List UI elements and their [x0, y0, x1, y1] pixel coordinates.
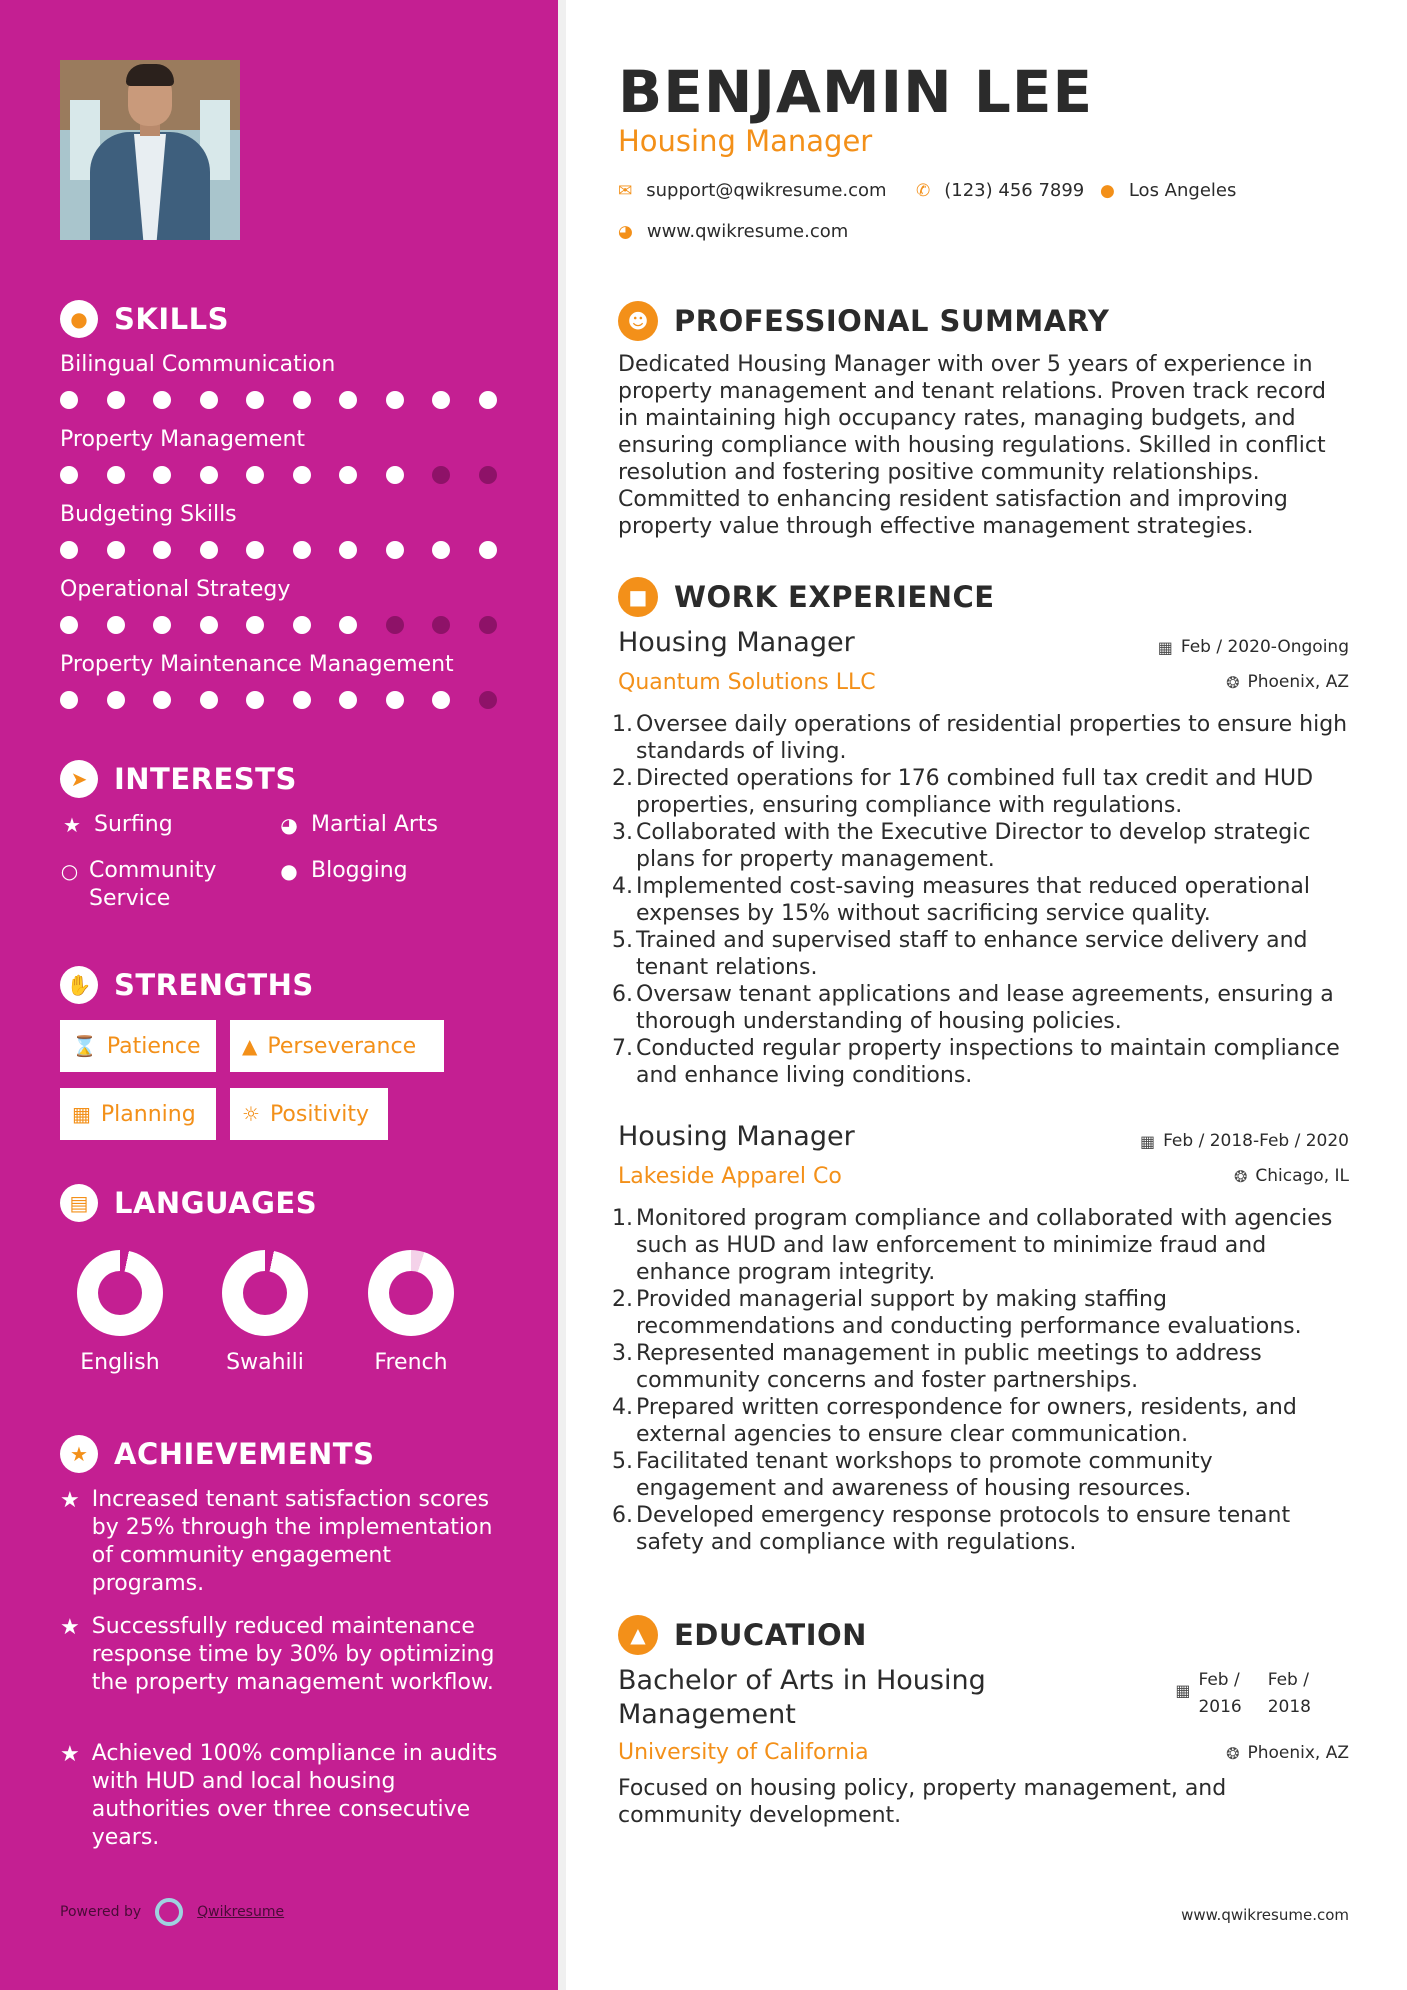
rating-dot-filled — [60, 691, 78, 709]
rating-dot-filled — [293, 466, 311, 484]
contact-phone[interactable] — [916, 180, 1084, 201]
skills-heading — [60, 300, 229, 338]
education-location — [1226, 1743, 1349, 1763]
responsibility-item: 3. Represented management in public meetings to address community concerns and foster partnerships. — [612, 1341, 1262, 1393]
interest-item — [277, 811, 438, 839]
location-text: Los Angeles — [1128, 180, 1237, 201]
job-title: Housing Manager — [618, 627, 855, 658]
rating-dot-filled — [432, 541, 450, 559]
degree-name — [618, 1664, 986, 1732]
skill-rating — [60, 541, 525, 559]
education-heading — [618, 1615, 867, 1655]
trophy-star-icon: ★ — [60, 1435, 98, 1473]
strength-badge — [60, 1088, 216, 1140]
rating-dot-filled — [293, 541, 311, 559]
rating-dot-filled — [386, 391, 404, 409]
job-location — [1226, 672, 1349, 692]
road-icon: ▲ — [242, 1034, 258, 1058]
graduation-cap-icon: ▲ — [618, 1615, 658, 1655]
responsibility-item: 3. Collaborated with the Executive Director to develop strategic plans for property management. — [612, 820, 1311, 872]
rating-dot-filled — [432, 391, 450, 409]
phone-icon: ✆ — [916, 180, 931, 201]
user-icon: ☻ — [618, 301, 658, 341]
rating-dot-filled — [339, 541, 357, 559]
interest-item — [277, 857, 408, 885]
skill-rating — [60, 466, 525, 484]
skill-name: Operational Strategy — [60, 577, 291, 602]
job-dates — [1158, 637, 1349, 657]
paper-plane-icon: ➤ — [60, 760, 98, 798]
strength-label: Planning — [100, 1101, 196, 1127]
strength-badge — [230, 1088, 388, 1140]
responsibility-item: 1. Monitored program compliance and collaborated with agencies such as HUD and law enforcement to minimize fraud and enhance program integrity. — [612, 1206, 1333, 1285]
phone-text: (123) 456 7899 — [944, 180, 1085, 201]
strengths-heading — [60, 966, 314, 1004]
rating-dot-filled — [246, 466, 264, 484]
achievement-item — [60, 1740, 500, 1852]
responsibility-item: 5. Trained and supervised staff to enhance service delivery and tenant relations. — [612, 928, 1308, 980]
education-description: Focused on housing policy, property management, and community development. — [618, 1776, 1227, 1828]
pin-icon: ❂ — [1233, 1166, 1248, 1186]
powered-by-label: Powered by — [60, 1904, 142, 1920]
pin-icon: ❂ — [1226, 1743, 1240, 1763]
responsibility-item: 2. Directed operations for 176 combined full tax credit and HUD properties, ensuring compliance with regulations. — [612, 766, 1314, 818]
rating-dot-filled — [153, 466, 171, 484]
school-name: University of California — [618, 1740, 869, 1765]
candidate-title: Housing Manager — [618, 124, 873, 158]
company-name: Lakeside Apparel Co — [618, 1164, 842, 1189]
rating-dot-empty — [432, 616, 450, 634]
rating-dot-filled — [479, 391, 497, 409]
skill-name: Property Maintenance Management — [60, 652, 454, 677]
language-label: French — [374, 1350, 448, 1375]
languages-title: LANGUAGES — [114, 1186, 318, 1220]
responsibility-item: 6. Developed emergency response protocols to ensure tenant safety and compliance with regulations. — [612, 1503, 1291, 1555]
experience-heading — [618, 577, 995, 617]
footer-website[interactable]: www.qwikresume.com — [1181, 1906, 1349, 1924]
responsibility-item: 4. Prepared written correspondence for owners, residents, and external agencies to ensure clear communication. — [612, 1395, 1297, 1447]
rating-dot-empty — [432, 466, 450, 484]
envelope-icon: ✉ — [618, 180, 633, 201]
contact-location — [1100, 180, 1236, 201]
skill-name: Bilingual Communication — [60, 352, 336, 377]
education-dates — [1175, 1667, 1311, 1721]
language-item — [65, 1250, 175, 1375]
experience-title: WORK EXPERIENCE — [674, 580, 995, 614]
rating-dot-filled — [107, 541, 125, 559]
rating-dot-empty — [479, 616, 497, 634]
job-dates-text: Feb / 2020-Ongoing — [1180, 637, 1349, 657]
achievement-text: Successfully reduced maintenance response time by 30% by optimizing the property management workflow. — [91, 1614, 495, 1695]
rating-dot-filled — [339, 466, 357, 484]
rating-dot-filled — [293, 616, 311, 634]
strength-label: Patience — [106, 1033, 201, 1059]
profile-photo — [60, 60, 240, 240]
rating-dot-filled — [60, 466, 78, 484]
education-title: EDUCATION — [674, 1618, 867, 1652]
fist-icon: ✋ — [60, 966, 98, 1004]
summary-title: PROFESSIONAL SUMMARY — [674, 304, 1110, 338]
sidebar — [0, 0, 558, 1990]
rating-dot-filled — [107, 691, 125, 709]
rating-dot-filled — [153, 691, 171, 709]
interests-title: INTERESTS — [114, 762, 297, 796]
education-location-text: Phoenix, AZ — [1247, 1743, 1349, 1763]
achievement-item — [60, 1613, 500, 1697]
achievements-heading — [60, 1435, 374, 1473]
powered-by — [60, 1898, 284, 1926]
rating-dot-filled — [339, 391, 357, 409]
calendar-icon: ▦ — [72, 1102, 91, 1126]
summary-text: Dedicated Housing Manager with over 5 years of experience in property management and tenant relations. Proven track record in maintaining high occupancy rates, managing budgets, and ensuring compliance with housing regulations. Skilled in conflict resolution and fostering positive community relationships. Committed to enhancing resident satisfaction and improving property value through effective management strategies. — [618, 352, 1326, 539]
rating-dot-empty — [479, 466, 497, 484]
language-ring — [368, 1250, 454, 1336]
rating-dot-filled — [60, 541, 78, 559]
strengths-title: STRENGTHS — [114, 968, 314, 1002]
rating-dot-filled — [200, 391, 218, 409]
interest-label: Blogging — [311, 858, 408, 883]
education-start-date: Feb / 2016 — [1198, 1670, 1242, 1717]
rating-dot-filled — [246, 691, 264, 709]
interest-item — [60, 811, 173, 839]
star-hand-icon: ★ — [60, 1488, 80, 1513]
skill-name: Property Management — [60, 427, 306, 452]
interest-label: Martial Arts — [311, 812, 439, 837]
star-hand-icon: ★ — [60, 1742, 80, 1767]
rating-dot-filled — [246, 541, 264, 559]
rating-dot-filled — [432, 691, 450, 709]
rating-dot-filled — [246, 391, 264, 409]
globe-icon: ◕ — [280, 813, 298, 837]
hourglass-icon: ⌛ — [72, 1034, 97, 1058]
job-title: Housing Manager — [618, 1121, 855, 1152]
responsibility-item: 7. Conducted regular property inspections to maintain compliance and enhance living conditions. — [612, 1036, 1340, 1088]
star-hand-icon: ★ — [60, 1615, 80, 1640]
rating-dot-filled — [386, 541, 404, 559]
rating-dot-filled — [107, 391, 125, 409]
rating-dot-filled — [246, 616, 264, 634]
education-end-date: Feb / 2018 — [1267, 1670, 1311, 1717]
contact-email[interactable] — [618, 180, 887, 201]
achievement-text: Increased tenant satisfaction scores by 25% through the implementation of community engagement programs. — [91, 1487, 493, 1596]
globe-icon: ◕ — [618, 221, 633, 242]
responsibility-item: 6. Oversaw tenant applications and lease agreements, ensuring a thorough understanding of housing policies. — [612, 982, 1334, 1034]
pin-icon: ❂ — [1226, 672, 1240, 692]
qwikresume-link[interactable]: Qwikresume — [197, 1904, 285, 1920]
responsibility-item: 4. Implemented cost-saving measures that reduced operational expenses by 15% without sacrificing service quality. — [612, 874, 1311, 926]
responsibility-item: 1. Oversee daily operations of residential properties to ensure high standards of living. — [612, 712, 1348, 764]
degree-line: Bachelor of Arts in Housing — [618, 1665, 986, 1696]
star-icon: ★ — [63, 813, 81, 837]
skills-title: SKILLS — [114, 302, 229, 336]
rating-dot-empty — [386, 616, 404, 634]
rating-dot-filled — [479, 541, 497, 559]
job-responsibilities — [612, 711, 1357, 1089]
rating-dot-filled — [200, 691, 218, 709]
language-label: Swahili — [226, 1350, 304, 1375]
rating-dot-filled — [107, 466, 125, 484]
achievement-text: Achieved 100% compliance in audits with HUD and local housing authorities over three consecutive years. — [91, 1741, 498, 1850]
rating-dot-filled — [339, 691, 357, 709]
responsibility-item: 2. Provided managerial support by making staffing recommendations and conducting performance evaluations. — [612, 1287, 1302, 1339]
company-name: Quantum Solutions LLC — [618, 670, 876, 695]
interests-heading — [60, 760, 297, 798]
languages-heading — [60, 1184, 317, 1222]
skill-rating — [60, 616, 525, 634]
rating-dot-filled — [200, 616, 218, 634]
skill-name: Budgeting Skills — [60, 502, 237, 527]
strength-badge — [60, 1020, 216, 1072]
rating-dot-filled — [153, 616, 171, 634]
website-text: www.qwikresume.com — [646, 221, 849, 242]
language-ring — [222, 1250, 308, 1336]
skill-rating — [60, 391, 525, 409]
language-icon: ▤ — [60, 1184, 98, 1222]
achievements-title: ACHIEVEMENTS — [114, 1437, 375, 1471]
rating-dot-filled — [293, 391, 311, 409]
strength-label: Perseverance — [267, 1033, 417, 1059]
calendar-icon: ▦ — [1139, 1131, 1156, 1151]
rating-dot-filled — [60, 391, 78, 409]
rating-dot-filled — [200, 541, 218, 559]
rating-dot-filled — [60, 616, 78, 634]
calendar-icon: ▦ — [1157, 637, 1173, 657]
briefcase-chair-icon: ■ — [618, 577, 658, 617]
email-text: support@qwikresume.com — [646, 180, 887, 201]
rating-dot-filled — [107, 616, 125, 634]
hand-icon: ○ — [60, 859, 79, 883]
job-location-text: Chicago, IL — [1255, 1166, 1349, 1186]
job-location — [1234, 1166, 1349, 1186]
sidebar-divider — [558, 0, 566, 1990]
contact-website[interactable] — [618, 221, 848, 242]
achievement-item — [60, 1486, 500, 1598]
rating-dot-filled — [386, 691, 404, 709]
rating-dot-filled — [153, 541, 171, 559]
language-label: English — [80, 1350, 160, 1375]
summary-heading — [618, 301, 1109, 341]
rating-dot-filled — [153, 391, 171, 409]
lightbulb-icon: ● — [60, 300, 98, 338]
candidate-name: BENJAMIN LEE — [618, 58, 1094, 126]
rating-dot-filled — [386, 466, 404, 484]
job-responsibilities — [612, 1205, 1357, 1556]
job-dates — [1140, 1131, 1349, 1151]
users-icon: ● — [280, 859, 298, 883]
map-pin-icon: ● — [1100, 180, 1115, 201]
rating-dot-filled — [339, 616, 357, 634]
responsibility-item: 5. Facilitated tenant workshops to promote community engagement and awareness of housing resources. — [612, 1449, 1213, 1501]
language-item — [356, 1250, 466, 1375]
interest-item — [60, 857, 260, 913]
skill-rating — [60, 691, 525, 709]
interest-label: Surfing — [94, 812, 173, 837]
language-item — [210, 1250, 320, 1375]
degree-line: Management — [618, 1699, 796, 1730]
language-ring — [77, 1250, 163, 1336]
calendar-icon: ▦ — [1175, 1681, 1191, 1700]
strength-label: Positivity — [269, 1101, 369, 1127]
job-location-text: Phoenix, AZ — [1247, 672, 1349, 692]
rating-dot-empty — [479, 691, 497, 709]
sun-icon: ☼ — [242, 1102, 260, 1126]
interest-label: Community Service — [89, 858, 217, 911]
rating-dot-filled — [293, 691, 311, 709]
rating-dot-filled — [200, 466, 218, 484]
strength-badge — [230, 1020, 444, 1072]
job-dates-text: Feb / 2018-Feb / 2020 — [1163, 1131, 1349, 1151]
qwikresume-logo-icon — [155, 1898, 183, 1926]
